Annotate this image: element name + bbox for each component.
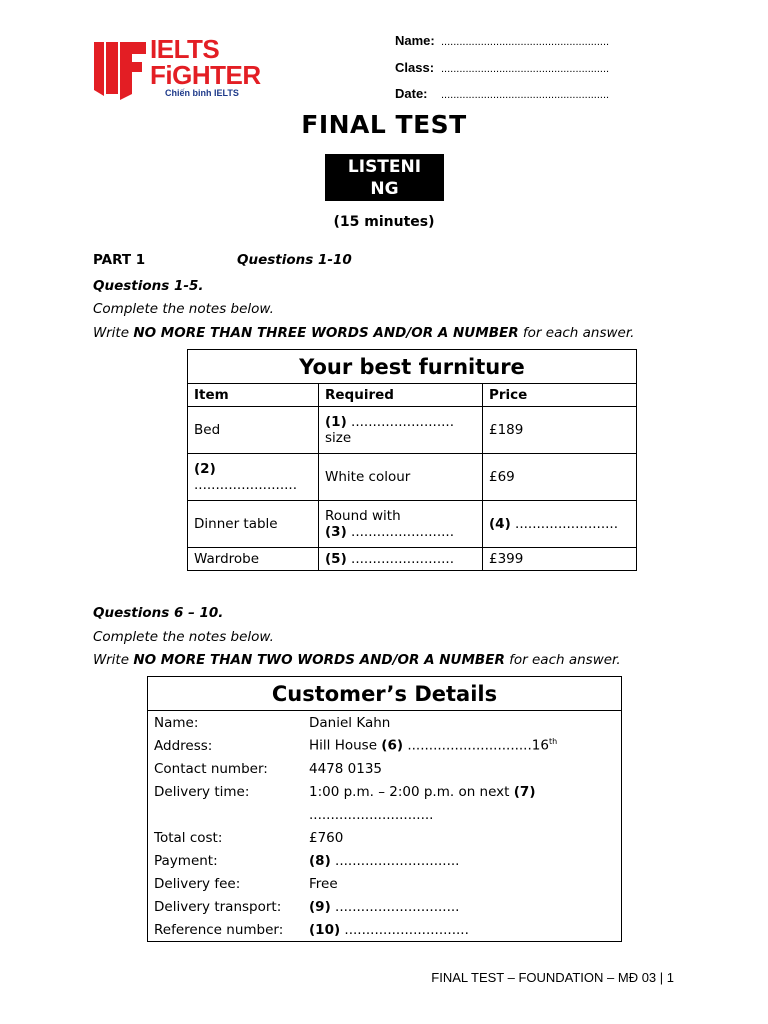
section-label [325,154,444,201]
class-dots: ....................................................... [441,63,610,75]
logo-line1: IELTS [150,34,220,64]
write-limit: NO MORE THAN TWO WORDS AND/OR A NUMBER [133,652,505,668]
write-pre: Write [93,325,134,341]
cell-required[interactable]: (1) ........................ size [319,407,483,454]
cell-price: £69 [483,454,637,501]
detail-label: Delivery transport: [154,898,282,915]
cell-required: White colour [319,454,483,501]
shield-icon [92,36,148,102]
cell-item: Dinner table [188,501,319,548]
name-field[interactable] [395,33,609,48]
detail-label: Total cost: [154,829,223,846]
cell-required[interactable]: (5) ........................ [319,548,483,571]
detail-label [148,803,304,826]
cell-required[interactable]: Round with (3) ........................ [319,501,483,548]
cell-price: £399 [483,548,637,571]
q6-10-heading: Questions 6 – 10. [93,605,224,621]
logo-line2: FiGHTER [150,60,261,90]
q1-5-write-instruction [93,325,634,341]
detail-label: Contact number: [154,760,268,777]
date-dots: ....................................................... [441,89,610,101]
furniture-table-title: Your best furniture [188,350,637,384]
table-row [188,454,637,501]
detail-value[interactable]: ............................. [309,806,434,823]
answer-number: (5) [325,551,347,567]
detail-label: Delivery time: [154,783,250,800]
cell-price: £189 [483,407,637,454]
part-label: PART 1 [93,252,146,268]
page-title: FINAL TEST [301,110,467,139]
logo-tagline: Chiến binh IELTS [165,88,239,98]
table-row [148,757,622,780]
cell-item: Wardrobe [188,548,319,571]
cell-item[interactable]: (2) ........................ [188,454,319,501]
detail-value[interactable]: (8) ............................. [309,852,460,869]
answer-number: (3) [325,524,347,540]
section-label-line1: LISTENI [347,157,422,177]
table-row [148,826,622,849]
detail-value: Free [309,875,338,892]
answer-number: (1) [325,414,347,430]
detail-label: Reference number: [154,921,284,938]
customer-details-table [147,676,622,942]
detail-value[interactable]: Hill House (6) .............................16th [309,737,558,754]
page-footer: FINAL TEST – FOUNDATION – MĐ 03 | 1 [431,970,674,985]
table-row [148,918,622,942]
table-row [148,711,622,735]
q6-10-instruction: Complete the notes below. [93,629,274,645]
table-row [148,895,622,918]
write-pre: Write [93,652,134,668]
detail-label: Address: [154,737,213,754]
answer-number: (4) [489,516,511,532]
date-field[interactable] [395,86,609,101]
detail-label: Name: [154,714,199,731]
customer-table-title: Customer’s Details [148,677,622,711]
detail-value[interactable]: (9) ............................. [309,898,460,915]
table-row [148,780,622,803]
section-label-line2: NG [370,179,399,199]
answer-number: (9) [309,898,331,915]
cell-price[interactable]: (4) ........................ [483,501,637,548]
detail-value[interactable]: (10) ............................. [309,921,469,938]
name-label: Name: [395,33,435,48]
duration: (15 minutes) [333,214,435,230]
table-row [188,407,637,454]
answer-number: (2) [194,461,216,477]
detail-value: £760 [309,829,344,846]
table-row [188,501,637,548]
detail-value[interactable]: 1:00 p.m. – 2:00 p.m. on next (7) [309,783,536,800]
date-label: Date: [395,86,428,101]
cell-item: Bed [188,407,319,454]
name-dots: ....................................................... [441,36,610,48]
detail-value: Daniel Kahn [309,714,391,731]
ielts-fighter-logo [92,32,290,104]
table-row [188,548,637,571]
part-questions: Questions 1-10 [237,252,352,268]
write-post: for each answer. [518,325,635,341]
write-post: for each answer. [504,652,621,668]
class-label: Class: [395,60,435,75]
answer-number: (6) [381,737,404,754]
col-header-item: Item [188,384,319,407]
furniture-table [187,349,637,571]
write-limit: NO MORE THAN THREE WORDS AND/OR A NUMBER [133,325,519,341]
q6-10-write-instruction [93,652,621,668]
q1-5-heading: Questions 1-5. [93,278,204,294]
col-header-price: Price [483,384,637,407]
detail-value: 4478 0135 [309,760,383,777]
answer-number: (8) [309,852,331,869]
answer-number: (10) [309,921,341,938]
col-header-required: Required [319,384,483,407]
table-row [148,849,622,872]
answer-number: (7) [513,783,536,800]
table-row [148,803,622,826]
q1-5-instruction: Complete the notes below. [93,301,274,317]
detail-label: Delivery fee: [154,875,241,892]
class-field[interactable] [395,60,609,75]
table-row [148,872,622,895]
table-row [148,734,622,757]
detail-label: Payment: [154,852,218,869]
